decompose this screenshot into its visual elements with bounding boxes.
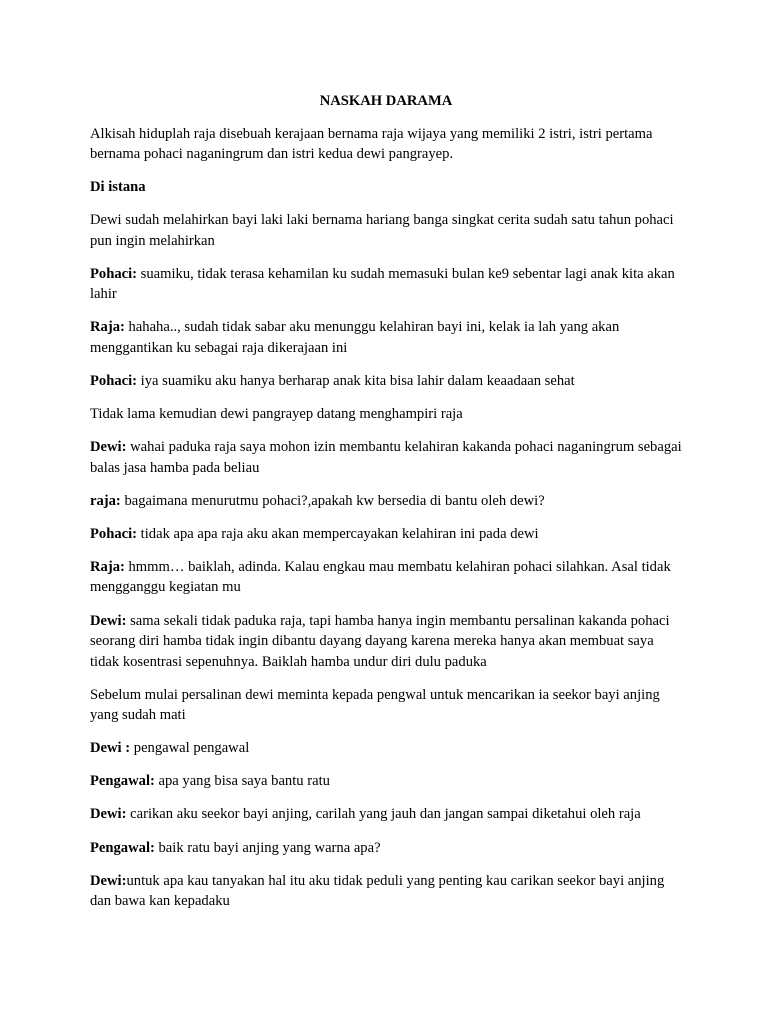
dialogue-text: tidak apa apa raja aku akan mempercayakan kelahiran ini pada dewi <box>137 525 539 542</box>
dialogue-text: untuk apa kau tanyakan hal itu aku tidak peduli yang penting kau carikan seekor bayi anjing dan bawa kan kepadaku <box>90 872 665 910</box>
speaker-name: Raja: <box>90 319 125 336</box>
dialogue-text: carikan aku seekor bayi anjing, carilah yang jauh dan jangan sampai diketahui oleh raja <box>126 806 641 823</box>
dialogue-line <box>90 437 682 478</box>
dialogue-text: apa yang bisa saya bantu ratu <box>154 773 330 790</box>
dialogue-text: wahai paduka raja saya mohon izin membantu kelahiran kakanda pohaci naganingrum sebagai balas jasa hamba pada beliau <box>90 439 682 476</box>
speaker-name: Pohaci: <box>90 265 138 282</box>
dialogue-text: sama sekali tidak paduka raja, tapi hamba hanya ingin membantu persalinan kakanda pohaci seorang diri hamba tidak ingin dibantu dayang dayang karena mereka hanya akan membuat saya tidak kosentrasi sepenuhnya. Baiklah hamba undur diri dulu paduka <box>90 612 670 670</box>
document-title: NASKAH DARAMA <box>319 93 453 109</box>
dialogue-text: iya suamiku aku hanya berharap anak kita bisa lahir dalam keaadaan sehat <box>137 372 575 389</box>
dialogue-line <box>90 771 682 792</box>
dialogue-line <box>90 871 682 912</box>
dialogue-line <box>90 838 682 859</box>
dialogue-text: hmmm… baiklah, adinda. Kalau engkau mau membatu kelahiran pohaci silahkan. Asal tidak mengganggu kegiatan mu <box>90 558 671 596</box>
narration-paragraph: Tidak lama kemudian dewi pangrayep datang menghampiri raja <box>90 406 463 423</box>
dialogue-text: bagaimana menurutmu pohaci?,apakah kw bersedia di bantu oleh dewi? <box>120 492 545 509</box>
dialogue-text: suamiku, tidak terasa kehamilan ku sudah memasuki bulan ke9 sebentar lagi anak kita akan lahir <box>90 265 675 303</box>
narration-paragraph: Sebelum mulai persalinan dewi meminta kepada pengwal untuk mencarikan ia seekor bayi anjing yang sudah mati <box>90 686 660 724</box>
intro-paragraph: Alkisah hiduplah raja disebuah kerajaan bernama raja wijaya yang memiliki 2 istri, istri pertama bernama pohaci naganingrum dan istri kedua dewi pangrayep. <box>90 125 653 162</box>
speaker-name: Pohaci: <box>90 525 138 542</box>
dialogue-line <box>90 317 682 358</box>
dialogue-text: pengawal pengawal <box>130 740 250 757</box>
dialogue-line <box>90 611 682 673</box>
speaker-name: Dewi: <box>90 872 127 889</box>
dialogue-line <box>90 264 682 305</box>
document-body <box>90 91 682 924</box>
speaker-name: Dewi: <box>90 612 127 629</box>
speaker-name: Dewi: <box>90 439 127 456</box>
dialogue-line <box>90 804 682 825</box>
dialogue-line <box>90 491 682 512</box>
dialogue-line <box>90 524 682 545</box>
narration-paragraph: Dewi sudah melahirkan bayi laki laki bernama hariang banga singkat cerita sudah satu tahun pohaci pun ingin melahirkan <box>90 212 674 249</box>
speaker-name: Dewi: <box>90 806 127 823</box>
speaker-name: Raja: <box>90 558 125 575</box>
dialogue-line <box>90 738 682 759</box>
dialogue-text: baik ratu bayi anjing yang warna apa? <box>154 839 381 856</box>
dialogue-line <box>90 371 682 392</box>
scene-heading: Di istana <box>90 179 146 196</box>
speaker-name: Pohaci: <box>90 372 138 389</box>
speaker-name: Pengawal: <box>90 839 155 856</box>
dialogue-line <box>90 557 682 598</box>
speaker-name: Pengawal: <box>90 773 155 790</box>
speaker-name: raja: <box>90 492 121 509</box>
speaker-name: Dewi : <box>90 740 131 757</box>
dialogue-text: hahaha.., sudah tidak sabar aku menunggu kelahiran bayi ini, kelak ia lah yang akan menggantikan ku sebagai raja dikerajaan ini <box>90 319 620 356</box>
